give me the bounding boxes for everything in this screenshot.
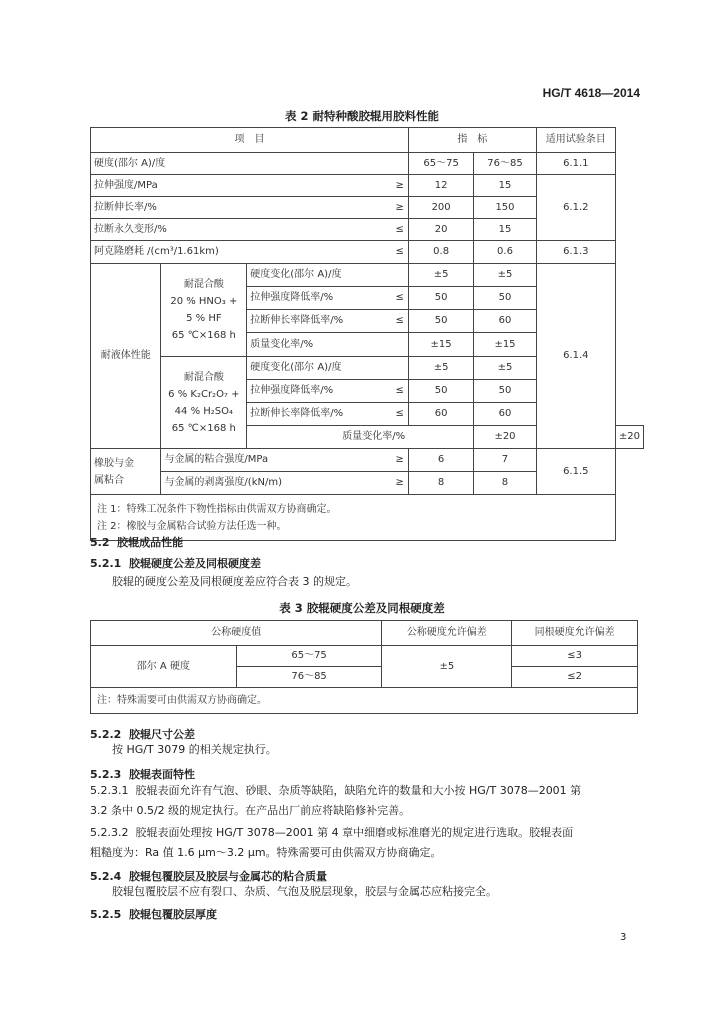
table-row — [91, 646, 638, 667]
section-title: 胶辊硬度公差及同根硬度差 — [129, 557, 261, 570]
comparison-symbol: ≤ — [389, 287, 409, 310]
comparison-symbol: ≥ — [389, 449, 409, 472]
section-title: 胶辊包覆胶层及胶层与金属芯的粘合质量 — [129, 870, 327, 883]
table2-caption: 表 2 耐特种酸胶辊用胶料性能 — [284, 109, 439, 123]
value-cell: ±5 — [382, 646, 512, 688]
row-label: 质量变化率/% — [247, 333, 409, 357]
value-cell: ±15 — [474, 333, 536, 357]
method-cell: 6.1.4 — [536, 264, 615, 449]
acid-condition-2 — [161, 357, 247, 449]
table-row — [91, 241, 644, 264]
row-label: 拉断伸长率降低率/% — [247, 403, 389, 426]
page-number: 3 — [620, 932, 627, 943]
value-cell: ≤3 — [512, 646, 638, 667]
section-number: 5.2.3.1 — [90, 784, 129, 797]
acid-condition-1 — [161, 264, 247, 357]
paragraph: 胶辊包覆胶层不应有裂口、杂质、气泡及脱层现象，胶层与金属芯应粘接完全。 — [112, 885, 497, 898]
table2-head-index: 指 标 — [408, 128, 536, 153]
paragraph-5-2-3-1-line1 — [90, 781, 581, 801]
section-number: 5.2.2 — [90, 728, 122, 741]
bond-label-line: 橡胶与金 — [94, 457, 134, 469]
value-cell: 60 — [474, 403, 536, 426]
row-label: 拉伸强度降低率/% — [247, 380, 389, 403]
value-cell: 7 — [474, 449, 536, 472]
value-cell: 8 — [474, 472, 536, 495]
value-cell: 60 — [474, 310, 536, 333]
table2-head-method: 适用试验条目 — [536, 128, 615, 153]
row-label: 阿克隆磨耗 /(cm³/1.61km) — [91, 241, 389, 264]
row-label: 硬度变化(邵尔 A)/度 — [247, 264, 409, 287]
paragraph-5-2-3-2-line2: 粗糙度为：Ra 值 1.6 μm～3.2 μm。特殊需要可由供需双方协商确定。 — [90, 846, 442, 859]
paragraph-5-2-3-2-line1 — [90, 823, 573, 843]
section-number: 5.2.4 — [90, 870, 122, 883]
paragraph-5-2-3-1-line2: 3.2 条中 0.5/2 级的规定执行。在产品出厂前应将缺陷修补完善。 — [90, 804, 411, 817]
row-label: 质量变化率/% — [247, 426, 474, 449]
paragraph: 胶辊的硬度公差及同根硬度差应符合表 3 的规定。 — [112, 575, 357, 588]
value-cell: 76～85 — [236, 667, 382, 688]
section-number: 5.2.5 — [90, 908, 122, 921]
section-title: 胶辊尺寸公差 — [129, 728, 195, 741]
table3-note: 注：特殊需要可由供需双方协商确定。 — [91, 688, 638, 714]
value-cell: ±5 — [474, 357, 536, 380]
paragraph-text: 胶辊表面允许有气泡、砂眼、杂质等缺陷，缺陷允许的数量和大小按 HG/T 3078—2001 第 — [135, 784, 582, 797]
section-5-2 — [90, 534, 183, 550]
acid1-line: 20 % HNO₃ + — [170, 296, 238, 307]
section-title: 胶辊成品性能 — [117, 536, 184, 549]
value-cell: 200 — [408, 197, 473, 219]
table-row — [91, 153, 644, 175]
value-cell: ±5 — [408, 264, 473, 287]
comparison-symbol: ≥ — [389, 175, 409, 197]
section-number: 5.2.3.2 — [90, 826, 129, 839]
comparison-symbol: ≤ — [389, 219, 409, 241]
value-cell: 50 — [408, 310, 473, 333]
value-cell: 60 — [408, 403, 473, 426]
paragraph-text: 胶辊表面处理按 HG/T 3078—2001 第 4 章中细磨或标准磨光的规定进行选取。胶辊表面 — [135, 826, 574, 839]
value-cell: ±5 — [474, 264, 536, 287]
row-label: 邵尔 A 硬度 — [91, 646, 237, 688]
table2 — [90, 127, 644, 541]
section-number: 5.2.1 — [90, 557, 122, 570]
row-label: 拉断伸长率降低率/% — [247, 310, 389, 333]
value-cell: 76～85 — [474, 153, 536, 175]
row-label: 拉断伸长率/% — [91, 197, 389, 219]
liquid-group-label: 耐液体性能 — [91, 264, 161, 449]
value-cell: ±5 — [408, 357, 473, 380]
value-cell: 20 — [408, 219, 473, 241]
standard-code-header: HG/T 4618—2014 — [542, 86, 640, 100]
row-label: 硬度(邵尔 A)/度 — [91, 153, 409, 175]
table3-head-difference: 同根硬度允许偏差 — [512, 621, 638, 646]
row-label: 拉伸强度降低率/% — [247, 287, 389, 310]
bond-group-label — [91, 449, 161, 495]
value-cell: 8 — [408, 472, 473, 495]
section-5-2-5 — [90, 906, 217, 922]
section-5-2-3 — [90, 766, 195, 782]
value-cell: 150 — [474, 197, 536, 219]
acid2-line: 65 ℃×168 h — [171, 422, 236, 434]
comparison-symbol: ≤ — [389, 403, 409, 426]
bond-label-line: 属粘合 — [94, 474, 124, 486]
table-row — [91, 175, 644, 197]
section-number: 5.2.3 — [90, 768, 122, 781]
method-cell: 6.1.5 — [536, 449, 615, 495]
value-cell: ±15 — [408, 333, 473, 357]
value-cell: 50 — [408, 380, 473, 403]
table-row — [91, 264, 644, 287]
comparison-symbol: ≤ — [389, 310, 409, 333]
value-cell: 50 — [408, 287, 473, 310]
section-title: 胶辊表面特性 — [129, 768, 195, 781]
section-title: 胶辊包覆胶层厚度 — [129, 908, 217, 921]
value-cell: ±20 — [615, 426, 643, 449]
acid2-line: 6 % K₂Cr₂O₇ + — [168, 388, 240, 400]
table2-note-2: 注 2：橡胶与金属粘合试验方法任选一种。 — [97, 520, 287, 532]
comparison-symbol: ≥ — [389, 197, 409, 219]
table3-head-nominal: 公称硬度值 — [91, 621, 382, 646]
row-label: 拉伸强度/MPa — [91, 175, 389, 197]
section-5-2-1 — [90, 555, 261, 571]
acid2-line: 44 % H₂SO₄ — [174, 405, 234, 417]
method-cell: 6.1.2 — [536, 175, 615, 241]
value-cell: 12 — [408, 175, 473, 197]
table2-head-item: 项 目 — [91, 128, 409, 153]
value-cell: 6 — [408, 449, 473, 472]
method-cell: 6.1.1 — [536, 153, 615, 175]
value-cell: 15 — [474, 219, 536, 241]
row-label: 硬度变化(邵尔 A)/度 — [247, 357, 409, 380]
acid1-line: 5 % HF — [186, 313, 222, 324]
value-cell: ±20 — [474, 426, 536, 449]
value-cell: 0.8 — [408, 241, 473, 264]
table-row — [91, 449, 644, 472]
row-label: 拉断永久变形/% — [91, 219, 389, 241]
row-label: 与金属的粘合强度/MPa — [161, 449, 389, 472]
table2-note-1: 注 1：特殊工况条件下物性指标由供需双方协商确定。 — [97, 503, 337, 515]
table3 — [90, 620, 638, 714]
table3-caption: 表 3 胶辊硬度公差及同根硬度差 — [279, 601, 445, 615]
value-cell: 65～75 — [408, 153, 473, 175]
method-cell: 6.1.3 — [536, 241, 615, 264]
table3-head-tolerance: 公称硬度允许偏差 — [382, 621, 512, 646]
value-cell: 65～75 — [236, 646, 382, 667]
comparison-symbol: ≤ — [389, 380, 409, 403]
acid1-line: 耐混合酸 — [183, 279, 224, 290]
acid1-line: 65 ℃×168 h — [171, 330, 236, 341]
value-cell: 50 — [474, 380, 536, 403]
value-cell: 15 — [474, 175, 536, 197]
value-cell: ≤2 — [512, 667, 638, 688]
paragraph: 按 HG/T 3079 的相关规定执行。 — [112, 743, 277, 756]
value-cell: 50 — [474, 287, 536, 310]
comparison-symbol: ≥ — [389, 472, 409, 495]
comparison-symbol: ≤ — [389, 241, 409, 264]
value-cell: 0.6 — [474, 241, 536, 264]
row-label: 与金属的剥离强度/(kN/m) — [161, 472, 389, 495]
section-number: 5.2 — [90, 536, 110, 549]
acid2-line: 耐混合酸 — [183, 371, 224, 383]
